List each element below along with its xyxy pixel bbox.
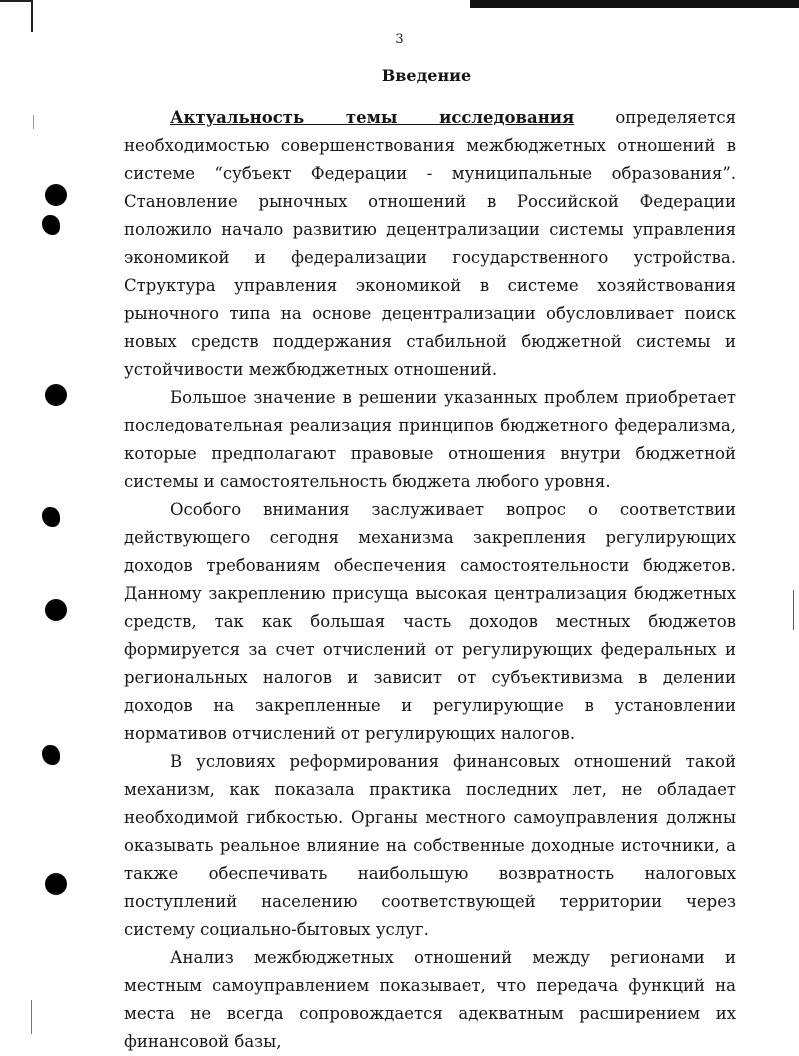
paragraph-text: определяется необходимостью совершенствования межбюджетных отношений в системе “субъект Федерации - муниципальные образования”. Становление рыночных отношений в Российской Федерации положило начало развитию децентрализации системы управления экономикой и федерализации государственного устройства. Структура управления экономикой в системе хозяйствования рыночного типа на основе децентрализации обусловливает поиск новых средств поддержания стабильной бюджетной системы и устойчивости межбюджетных отношений. (124, 108, 736, 379)
punch-hole-1 (45, 184, 67, 206)
paragraph-reform: В условиях реформирования финансовых отношений такой механизм, как показала практика последних лет, не обладает необходимой гибкостью. Органы местного самоуправления должны оказывать реальное влияние на собственные доходные источники, а также обеспечивать наибольшую возвратность налоговых поступлений населению соответствующей территории через систему социально-бытовых услуг. (124, 752, 736, 939)
page-number: 3 (395, 32, 404, 47)
punch-hole-2 (42, 215, 60, 235)
page-title: Введение (381, 66, 472, 85)
punch-hole-5 (45, 599, 67, 621)
punch-hole-7 (45, 873, 67, 895)
punch-hole-4 (42, 507, 60, 527)
punch-hole-3 (45, 384, 67, 406)
scan-mark (31, 1000, 32, 1034)
scan-edge-top-right (470, 0, 799, 8)
paragraph-lead: Актуальность темы исследования (170, 108, 575, 127)
paragraph-budget-federalism: Большое значение в решении указанных проблем приобретает последовательная реализация принципов бюджетного федерализма, которые предполагают правовые отношения внутри бюджетной системы и самостоятельность бюджета любого уровня. (124, 388, 736, 491)
scan-edge-left (31, 0, 33, 32)
document-body (124, 104, 736, 1056)
paragraph-analysis: Анализ межбюджетных отношений между регионами и местным самоуправлением показывает, что передача функций на места не всегда сопровождается адекватным расширением их финансовой базы, (124, 948, 736, 1051)
paragraph-relevance (124, 104, 736, 384)
paragraph-regulating-income: Особого внимания заслуживает вопрос о соответствии действующего сегодня механизма закрепления регулирующих доходов требованиям обеспечения самостоятельности бюджетов. Данному закреплению присуща высокая централизация бюджетных средств, так как большая часть доходов местных бюджетов формируется за счет отчислений от регулирующих федеральных и региональных налогов и зависит от субъективизма в делении доходов на закрепленные и регулирующие в установлении нормативов отчислений от регулирующих налогов. (124, 500, 736, 743)
scan-edge-top-left (0, 0, 32, 2)
scan-mark (33, 115, 34, 129)
scan-mark (793, 590, 794, 630)
punch-hole-6 (42, 745, 60, 765)
